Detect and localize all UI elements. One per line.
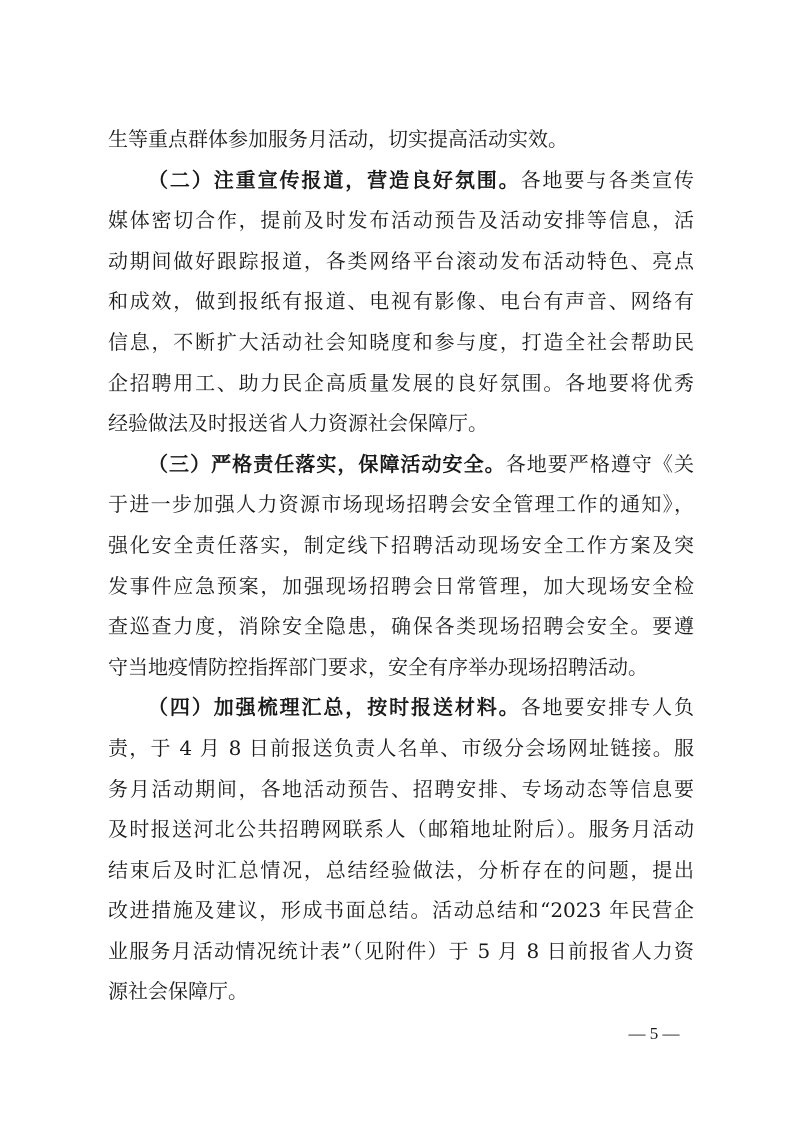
- line-text: 结束后及时汇总情况，总结经验做法，分析存在的问题，提出: [108, 857, 694, 882]
- line-text: 及时报送河北公共招聘网联系人（邮箱地址附后）。服务月活动: [108, 817, 694, 842]
- text-line: [108, 566, 694, 607]
- text-line: [108, 281, 694, 322]
- line-text: 各地要安排专人负: [520, 695, 694, 720]
- text-line: [108, 200, 694, 241]
- line-text: 生等重点群体参加服务月活动，切实提高活动实效。: [108, 127, 568, 151]
- text-line: [108, 119, 694, 160]
- text-line: [108, 687, 694, 728]
- line-text: 查巡查力度，消除安全隐患，确保各类现场招聘会安全。要遵: [108, 614, 694, 639]
- line-text: 各地要与各类宣传: [520, 167, 694, 192]
- text-line: [108, 971, 694, 1012]
- text-line: [108, 160, 694, 201]
- section-heading: （三）严格责任落实，保障活动安全。: [148, 451, 506, 476]
- text-line: [108, 890, 694, 931]
- section-heading: （二）注重宣传报道，营造良好氛围。: [148, 167, 521, 192]
- line-text: 强化安全责任落实，制定线下招聘活动现场安全工作方案及突: [108, 532, 694, 557]
- text-line: [108, 769, 694, 810]
- body-text: [108, 119, 694, 1012]
- text-line: [108, 931, 694, 972]
- line-text: 守当地疫情防控指挥部门要求，安全有序举办现场招聘活动。: [108, 654, 648, 679]
- line-text: 经验做法及时报送省人力资源社会保障厅。: [108, 411, 488, 436]
- text-line: [108, 525, 694, 566]
- line-text: 改进措施及建议，形成书面总结。活动总结和“2023 年民营企: [108, 898, 694, 923]
- line-text: 发事件应急预案，加强现场招聘会日常管理，加大现场安全检: [108, 573, 694, 598]
- text-line: [108, 484, 694, 525]
- text-line: [108, 850, 694, 891]
- text-line: [108, 606, 694, 647]
- line-text: 信息，不断扩大活动社会知晓度和参与度，打造全社会帮助民: [108, 329, 694, 354]
- page-number: — 5 —: [628, 1024, 680, 1043]
- line-text: 务月活动期间，各地活动预告、招聘安排、专场动态等信息要: [108, 776, 694, 801]
- text-line: [108, 809, 694, 850]
- line-text: 于进一步加强人力资源市场现场招聘会安全管理工作的通知》，: [108, 492, 694, 517]
- text-line: [108, 403, 694, 444]
- line-text: 和成效，做到报纸有报道、电视有影像、电台有声音、网络有: [108, 289, 694, 314]
- line-text: 媒体密切合作，提前及时发布活动预告及活动安排等信息，活: [108, 208, 694, 233]
- text-line: [108, 444, 694, 485]
- line-text: 源社会保障厅。: [108, 979, 248, 1004]
- line-text: 动期间做好跟踪报道，各类网络平台滚动发布活动特色、亮点: [108, 248, 694, 273]
- text-line: [108, 647, 694, 688]
- line-text: 业服务月活动情况统计表”（见附件）于 5 月 8 日前报省人力资: [108, 938, 694, 963]
- section-heading: （四）加强梳理汇总，按时报送材料。: [148, 695, 521, 720]
- line-text: 责，于 4 月 8 日前报送负责人名单、市级分会场网址链接。服: [108, 735, 694, 760]
- text-line: [108, 322, 694, 363]
- text-line: [108, 363, 694, 404]
- line-text: 各地要严格遵守《关: [505, 451, 694, 476]
- line-text: 企招聘用工、助力民企高质量发展的良好氛围。各地要将优秀: [108, 370, 694, 395]
- text-line: [108, 241, 694, 282]
- text-line: [108, 728, 694, 769]
